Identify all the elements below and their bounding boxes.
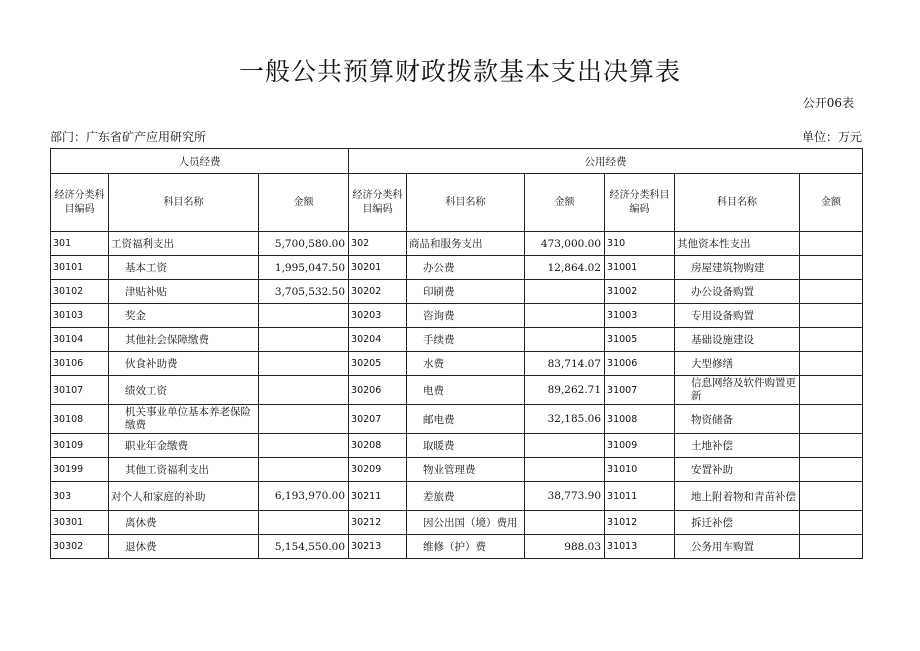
personnel-name-cell: 机关事业单位基本养老保险缴费	[109, 405, 259, 434]
capital-code-cell: 31011	[605, 482, 675, 511]
capital-name-cell: 大型修缮	[675, 352, 800, 376]
col-header-name: 科目名称	[109, 174, 259, 232]
personnel-header: 人员经费	[51, 149, 349, 174]
public-code-cell: 30205	[349, 352, 407, 376]
col-header-amount: 金额	[800, 174, 863, 232]
public-code-cell: 30213	[349, 535, 407, 559]
public-name-cell: 办公费	[407, 256, 525, 280]
capital-name-cell: 信息网络及软件购置更新	[675, 376, 800, 405]
personnel-amount-cell	[259, 405, 349, 434]
personnel-code-cell: 30104	[51, 328, 109, 352]
group-header-row	[51, 149, 863, 174]
capital-amount-cell	[800, 535, 863, 559]
capital-name-cell: 办公设备购置	[675, 280, 800, 304]
public-code-cell: 30202	[349, 280, 407, 304]
expenditure-table	[50, 148, 863, 559]
personnel-code-cell: 30109	[51, 434, 109, 458]
public-amount-cell: 89,262.71	[525, 376, 605, 405]
personnel-amount-cell: 6,193,970.00	[259, 482, 349, 511]
capital-name-cell: 其他资本性支出	[675, 232, 800, 256]
personnel-code-cell: 30103	[51, 304, 109, 328]
personnel-code-cell: 30102	[51, 280, 109, 304]
public-name-cell: 咨询费	[407, 304, 525, 328]
col-header-amount: 金额	[259, 174, 349, 232]
public-amount-cell: 988.03	[525, 535, 605, 559]
personnel-code-cell: 30108	[51, 405, 109, 434]
col-header-name: 科目名称	[407, 174, 525, 232]
public-name-cell: 因公出国（境）费用	[407, 511, 525, 535]
public-code-cell: 30206	[349, 376, 407, 405]
personnel-amount-cell: 5,154,550.00	[259, 535, 349, 559]
capital-code-cell: 31012	[605, 511, 675, 535]
table-row	[51, 280, 863, 304]
public-name-cell: 差旅费	[407, 482, 525, 511]
personnel-amount-cell: 1,995,047.50	[259, 256, 349, 280]
capital-code-cell: 31007	[605, 376, 675, 405]
public-name-cell: 水费	[407, 352, 525, 376]
personnel-code-cell: 30101	[51, 256, 109, 280]
capital-amount-cell	[800, 328, 863, 352]
personnel-name-cell: 伙食补助费	[109, 352, 259, 376]
capital-amount-cell	[800, 352, 863, 376]
public-name-cell: 邮电费	[407, 405, 525, 434]
capital-code-cell: 31013	[605, 535, 675, 559]
public-code-cell: 30212	[349, 511, 407, 535]
public-amount-cell	[525, 328, 605, 352]
personnel-name-cell: 基本工资	[109, 256, 259, 280]
capital-code-cell: 31010	[605, 458, 675, 482]
personnel-name-cell: 奖金	[109, 304, 259, 328]
personnel-amount-cell: 3,705,532.50	[259, 280, 349, 304]
capital-code-cell: 31005	[605, 328, 675, 352]
capital-amount-cell	[800, 304, 863, 328]
capital-code-cell: 31001	[605, 256, 675, 280]
table-row	[51, 405, 863, 434]
col-header-name: 科目名称	[675, 174, 800, 232]
table-row	[51, 511, 863, 535]
column-header-row	[51, 174, 863, 232]
public-name-cell: 取暖费	[407, 434, 525, 458]
public-amount-cell: 12,864.02	[525, 256, 605, 280]
public-amount-cell: 473,000.00	[525, 232, 605, 256]
personnel-code-cell: 303	[51, 482, 109, 511]
department-label: 部门：广东省矿产应用研究所	[50, 130, 207, 144]
form-code: 公开06表	[802, 96, 854, 110]
table-row	[51, 352, 863, 376]
personnel-name-cell: 离休费	[109, 511, 259, 535]
public-code-cell: 30209	[349, 458, 407, 482]
public-code-cell: 30203	[349, 304, 407, 328]
page-title: 一般公共预算财政拨款基本支出决算表	[238, 57, 681, 86]
capital-amount-cell	[800, 280, 863, 304]
table-row	[51, 434, 863, 458]
personnel-name-cell: 退休费	[109, 535, 259, 559]
personnel-name-cell: 职业年金缴费	[109, 434, 259, 458]
col-header-code: 经济分类科目编码	[349, 174, 407, 232]
public-header: 公用经费	[349, 149, 863, 174]
capital-name-cell: 房屋建筑物购建	[675, 256, 800, 280]
capital-name-cell: 安置补助	[675, 458, 800, 482]
col-header-code: 经济分类科目编码	[605, 174, 675, 232]
public-name-cell: 电费	[407, 376, 525, 405]
public-amount-cell: 32,185.06	[525, 405, 605, 434]
public-name-cell: 商品和服务支出	[407, 232, 525, 256]
personnel-amount-cell	[259, 458, 349, 482]
capital-name-cell: 基础设施建设	[675, 328, 800, 352]
capital-code-cell: 31006	[605, 352, 675, 376]
capital-name-cell: 物资储备	[675, 405, 800, 434]
public-amount-cell	[525, 511, 605, 535]
public-amount-cell: 83,714.07	[525, 352, 605, 376]
table-row	[51, 458, 863, 482]
personnel-code-cell: 30106	[51, 352, 109, 376]
personnel-name-cell: 绩效工资	[109, 376, 259, 405]
public-amount-cell	[525, 458, 605, 482]
table-row	[51, 304, 863, 328]
personnel-amount-cell	[259, 511, 349, 535]
public-amount-cell	[525, 280, 605, 304]
capital-code-cell: 31003	[605, 304, 675, 328]
capital-amount-cell	[800, 458, 863, 482]
col-header-code: 经济分类科目编码	[51, 174, 109, 232]
personnel-code-cell: 30301	[51, 511, 109, 535]
public-amount-cell: 38,773.90	[525, 482, 605, 511]
personnel-amount-cell	[259, 304, 349, 328]
unit-label: 单位：万元	[801, 130, 862, 144]
personnel-name-cell: 对个人和家庭的补助	[109, 482, 259, 511]
capital-amount-cell	[800, 256, 863, 280]
personnel-code-cell: 30199	[51, 458, 109, 482]
public-amount-cell	[525, 304, 605, 328]
personnel-amount-cell: 5,700,580.00	[259, 232, 349, 256]
personnel-name-cell: 其他工资福利支出	[109, 458, 259, 482]
public-name-cell: 物业管理费	[407, 458, 525, 482]
capital-code-cell: 310	[605, 232, 675, 256]
capital-name-cell: 地上附着物和青苗补偿	[675, 482, 800, 511]
capital-code-cell: 31008	[605, 405, 675, 434]
personnel-amount-cell	[259, 328, 349, 352]
capital-amount-cell	[800, 376, 863, 405]
public-name-cell: 印刷费	[407, 280, 525, 304]
capital-amount-cell	[800, 434, 863, 458]
table-row	[51, 256, 863, 280]
capital-name-cell: 专用设备购置	[675, 304, 800, 328]
capital-code-cell: 31009	[605, 434, 675, 458]
personnel-code-cell: 30107	[51, 376, 109, 405]
public-code-cell: 30211	[349, 482, 407, 511]
public-code-cell: 30207	[349, 405, 407, 434]
table-row	[51, 376, 863, 405]
table-row	[51, 232, 863, 256]
capital-name-cell: 拆迁补偿	[675, 511, 800, 535]
public-code-cell: 302	[349, 232, 407, 256]
public-name-cell: 维修（护）费	[407, 535, 525, 559]
capital-amount-cell	[800, 405, 863, 434]
table-row	[51, 482, 863, 511]
personnel-name-cell: 津贴补贴	[109, 280, 259, 304]
capital-code-cell: 31002	[605, 280, 675, 304]
col-header-amount: 金额	[525, 174, 605, 232]
personnel-name-cell: 其他社会保障缴费	[109, 328, 259, 352]
personnel-code-cell: 30302	[51, 535, 109, 559]
capital-name-cell: 公务用车购置	[675, 535, 800, 559]
capital-name-cell: 土地补偿	[675, 434, 800, 458]
capital-amount-cell	[800, 511, 863, 535]
personnel-amount-cell	[259, 352, 349, 376]
personnel-code-cell: 301	[51, 232, 109, 256]
personnel-amount-cell	[259, 376, 349, 405]
personnel-amount-cell	[259, 434, 349, 458]
table-row	[51, 535, 863, 559]
personnel-name-cell: 工资福利支出	[109, 232, 259, 256]
capital-amount-cell	[800, 232, 863, 256]
public-code-cell: 30204	[349, 328, 407, 352]
capital-amount-cell	[800, 482, 863, 511]
public-code-cell: 30201	[349, 256, 407, 280]
public-amount-cell	[525, 434, 605, 458]
public-code-cell: 30208	[349, 434, 407, 458]
public-name-cell: 手续费	[407, 328, 525, 352]
table-row	[51, 328, 863, 352]
